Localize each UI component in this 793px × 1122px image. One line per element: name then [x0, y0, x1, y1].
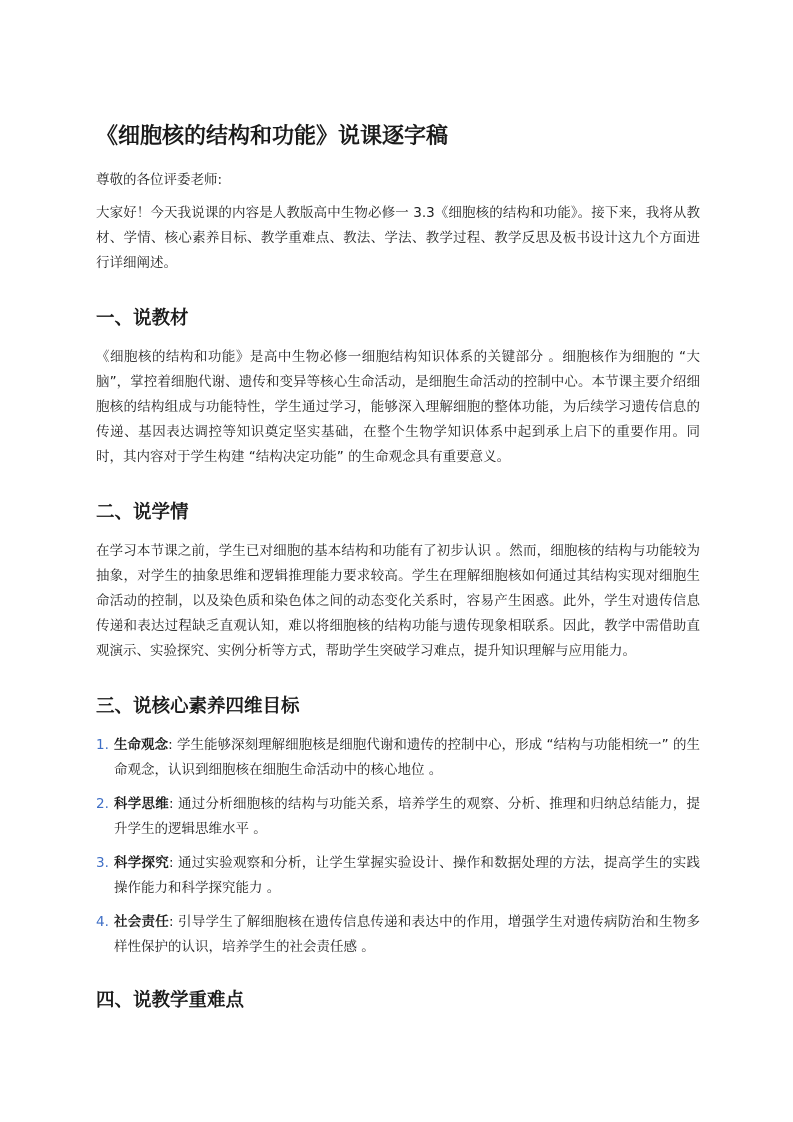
list-number: 4.: [96, 914, 109, 930]
salutation: 尊敬的各位评委老师:: [96, 172, 223, 188]
list-item: [96, 910, 700, 960]
goal-text: : 通过分析细胞核的结构与功能关系，培养学生的观察、分析、推理和归纳总结能力，提升学生的逻辑思维水平 。: [114, 796, 700, 837]
list-number: 3.: [96, 855, 109, 871]
section-key-points: [96, 986, 700, 1016]
document-page: [96, 118, 700, 1027]
section-heading: 二、说学情: [96, 502, 189, 523]
list-item: [96, 792, 700, 842]
goal-term: 生命观念: [114, 737, 169, 753]
section-learners: [96, 498, 700, 664]
goal-list: [96, 733, 700, 960]
goal-text: : 引导学生了解细胞核在遗传信息传递和表达中的作用，增强学生对遗传病防治和生物多样性保护的认识，培养学生的社会责任感 。: [114, 914, 700, 955]
goal-term: 科学探究: [114, 855, 169, 871]
list-item: [96, 851, 700, 901]
list-item: [96, 733, 700, 783]
list-number: 2.: [96, 796, 109, 812]
intro-paragraph: 大家好！今天我说课的内容是人教版高中生物必修一 3.3《细胞核的结构和功能》。接下来，我将从教材、学情、核心素养目标、教学重难点、教法、学法、教学过程、教学反思及板书设计这九个方面进行详细阐述。: [96, 205, 700, 271]
page-title: 《细胞核的结构和功能》说课逐字稿: [96, 124, 449, 149]
goal-text: : 学生能够深刻理解细胞核是细胞代谢和遗传的控制中心，形成 “结构与功能相统一” 的生命观念，认识到细胞核在细胞生命活动中的核心地位 。: [114, 737, 700, 778]
section-heading: 四、说教学重难点: [96, 990, 245, 1011]
section-core-goals: [96, 692, 700, 960]
section-textbook: [96, 304, 700, 470]
section-body: 在学习本节课之前，学生已对细胞的基本结构和功能有了初步认识 。然而，细胞核的结构与功能较为抽象，对学生的抽象思维和逻辑推理能力要求较高。学生在理解细胞核如何通过其结构实现对细胞生命活动的控制，以及染色质和染色体之间的动态变化关系时，容易产生困惑。此外，学生对遗传信息传递和表达过程缺乏直观认知，难以将细胞核的结构功能与遗传现象相联系。因此，教学中需借助直观演示、实验探究、实例分析等方式，帮助学生突破学习难点，提升知识理解与应用能力。: [96, 543, 700, 659]
goal-text: : 通过实验观察和分析，让学生掌握实验设计、操作和数据处理的方法，提高学生的实践操作能力和科学探究能力 。: [114, 855, 700, 896]
section-heading: 三、说核心素养四维目标: [96, 696, 300, 717]
section-body: 《细胞核的结构和功能》是高中生物必修一细胞结构知识体系的关键部分 。细胞核作为细胞的 “大脑”，掌控着细胞代谢、遗传和变异等核心生命活动，是细胞生命活动的控制中心。本节课主要介绍细胞核的结构组成与功能特性，学生通过学习，能够深入理解细胞的整体功能，为后续学习遗传信息的传递、基因表达调控等知识奠定坚实基础，在整个生物学知识体系中起到承上启下的重要作用。同时，其内容对于学生构建 “结构决定功能” 的生命观念具有重要意义。: [96, 349, 700, 465]
goal-term: 社会责任: [114, 914, 169, 930]
goal-term: 科学思维: [114, 796, 169, 812]
section-heading: 一、说教材: [96, 308, 189, 329]
list-number: 1.: [96, 737, 109, 753]
